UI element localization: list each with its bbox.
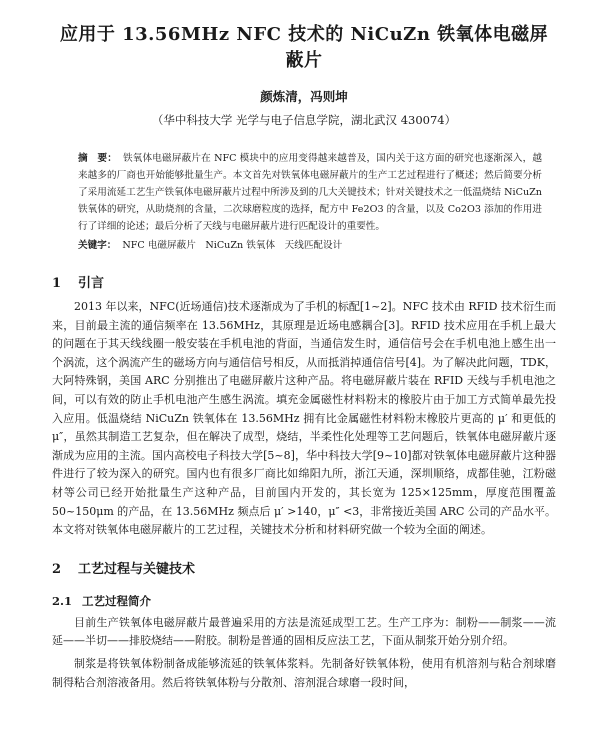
- section-number: 2: [52, 561, 62, 577]
- subsection-number: 2.1: [52, 593, 73, 608]
- process-paragraph-1: 目前生产铁氧体电磁屏蔽片最普遍采用的方法是流延成型工艺。生产工序为：制粉——制浆——流延——半切——排胶烧结——附胶。制粉是普通的固相反应法工艺，下面从制浆开始分别介绍。: [52, 615, 556, 648]
- intro-paragraph: 2013 年以来，NFC(近场通信)技术逐渐成为了手机的标配[1~2]。NFC 技术由 RFID 技术衍生而来，目前最主流的通信频率在 13.56MHz，其原理是近场电感耦合[3]。RFID 技术应用在手机上最大的问题在于其天线线圈一般安装在手机电池的背面，当通信发生时，通信信号会在手机电池上感生出一个涡流，这个涡流产生的磁场方向与通信信号相反，从而抵消掉通信信号[4]。为了解决此问题，TDK，大阿特殊钢，美国 ARC 分别推出了电磁屏蔽片这种产品。将电磁屏蔽片装在 RFID 天线与手机电池之间，可以有效的防止手机电池产生感生涡流。填充金属磁性材料粉末的橡胶片由于加工方式简单最先投入应用。低温烧结 NiCuZn 铁氧体在 13.56MHz 拥有比金属磁性材料粉末橡胶片更高的 μ′ 和更低的 μ″，虽然其制造工艺复杂，但在解决了成型，烧结，半柔性化处理等工艺问题后，铁氧体电磁屏蔽片逐渐成为应用的主流。国内高校电子科技大学[5~8]，华中科技大学[9~10]都对铁氧体电磁屏蔽片这种器件进行了较为深入的研究。国内也有很多厂商比如绵阳九所，浙江天通，深圳顺络，成都佳驰，江粉磁材等公司已经开始批量生产这种产品，目前国内开发的，其长宽为 125×125mm，厚度范围覆盖 50~150μm 的产品，在 13.56MHz 频点后 μ′ >140，μ″ <3，非常接近美国 ARC 公司的产品水平。本文将对铁氧体电磁屏蔽片的工艺过程，关键技术分析和材料研究做一个较为全面的阐述。: [52, 300, 556, 537]
- section-title: 工艺过程与关键技术: [78, 561, 196, 577]
- paper-title: 应用于 13.56MHz NFC 技术的 NiCuZn 铁氧体电磁屏蔽片: [59, 24, 549, 71]
- abstract: [78, 150, 542, 235]
- abstract-label: 摘 要：: [78, 153, 118, 164]
- subsection-heading-process-overview: [52, 592, 556, 610]
- section-title: 引言: [78, 276, 105, 291]
- keywords-text: NFC 电磁屏蔽片 NiCuZn 铁氧体 天线匹配设计: [122, 240, 343, 251]
- affiliation: （华中科技大学 光学与电子信息学院，湖北武汉 430074）: [151, 113, 457, 127]
- section-heading-process: [52, 560, 556, 580]
- section-number: 1: [52, 276, 62, 291]
- keywords: [78, 237, 542, 254]
- subsection-title: 工艺过程简介: [82, 593, 151, 608]
- abstract-text: 铁氧体电磁屏蔽片在 NFC 模块中的应用变得越来越普及，国内关于这方面的研究也逐渐深入，越来越多的厂商也开始能够批量生产。本文首先对铁氧体电磁屏蔽片的生产工艺过程进行了概述；然后简要分析了采用流延工艺生产铁氧体电磁屏蔽片过程中所涉及到的几大关键技术；针对关键技术之一低温烧结 NiCuZn 铁氧体的研究，从助烧剂的含量，二次球磨粒度的选择，配方中 Fe2O3 的含量，以及 Co2O3 添加的作用进行了详细的论述；最后分析了天线与电磁屏蔽片进行匹配设计的重要性。: [78, 153, 542, 232]
- section-heading-introduction: [52, 274, 556, 294]
- authors: 颜炼清，冯则坤: [260, 89, 348, 104]
- process-paragraph-2: 制浆是将铁氧体粉制备成能够流延的铁氧体浆料。先制备好铁氧体粉，使用有机溶剂与粘合剂球磨制得粘合剂溶液备用。然后将铁氧体粉与分散剂、溶剂混合球磨一段时间，: [52, 656, 556, 689]
- keywords-label: 关键字：: [78, 240, 117, 251]
